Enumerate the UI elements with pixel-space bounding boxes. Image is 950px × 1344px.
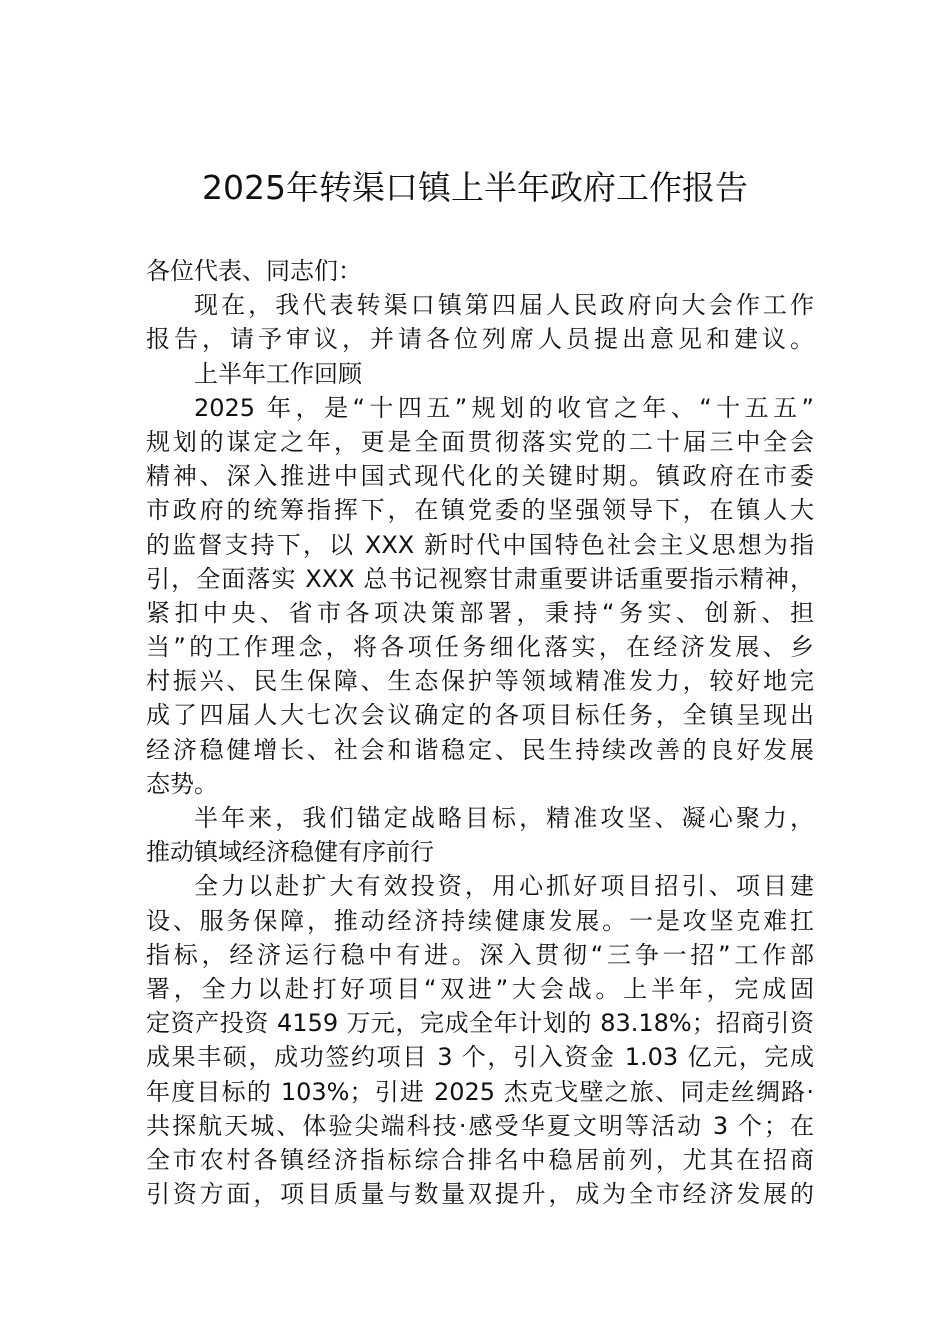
paragraph-line: 半年来，我们锚定战略目标，精准攻坚、凝心聚力， xyxy=(194,804,814,832)
paragraph-line: 全市农村各镇经济指标综合排名中稳居前列，尤其在招商 xyxy=(146,1145,814,1174)
salutation-line: 各位代表、同志们： xyxy=(146,257,362,285)
paragraph-line: 规划的谋定之年，更是全面贯彻落实党的二十届三中全会 xyxy=(146,427,814,456)
paragraph-line: 当”的工作理念，将各项任务细化落实，在经济发展、乡 xyxy=(146,633,814,662)
paragraph-line: 经济稳健增长、社会和谐稳定、民生持续改善的良好发展 xyxy=(146,735,814,764)
paragraph-line: 成果丰硕，成功签约项目 3 个，引入资金 1.03 亿元，完成 xyxy=(146,1043,814,1072)
document-title: 2025年转渠口镇上半年政府工作报告 xyxy=(202,168,748,207)
paragraph-line: 共探航天城、体验尖端科技·感受华夏文明等活动 3 个；在 xyxy=(146,1111,814,1140)
paragraph-line: 设、服务保障，推动经济持续健康发展。一是攻坚克难扛 xyxy=(146,906,814,935)
paragraph-line: 成了四届人大七次会议确定的各项目标任务，全镇呈现出 xyxy=(146,701,814,730)
paragraph-line: 紧扣中央、省市各项决策部署，秉持“务实、创新、担 xyxy=(146,598,814,627)
document-body xyxy=(146,254,814,1211)
paragraph-line: 指标，经济运行稳中有进。深入贯彻“三争一招”工作部 xyxy=(146,940,814,969)
paragraph-line: 精神、深入推进中国式现代化的关键时期。镇政府在市委 xyxy=(146,462,814,491)
paragraph-line: 推动镇域经济稳健有序前行 xyxy=(146,838,434,867)
paragraph-line: 态势。 xyxy=(146,769,218,798)
paragraph-line: 引资方面，项目质量与数量双提升，成为全市经济发展的 xyxy=(146,1180,814,1209)
paragraph-line: 署，全力以赴打好项目“双进”大会战。上半年，完成固 xyxy=(146,974,814,1003)
paragraph-line: 年度目标的 103%；引进 2025 杰克戈壁之旅、同走丝绸路· xyxy=(146,1077,814,1106)
paragraph-line: 村振兴、民生保障、生态保护等领域精准发力，较好地完 xyxy=(146,667,814,696)
paragraph-line: 2025 年，是“十四五”规划的收官之年、“十五五” xyxy=(194,393,814,422)
paragraph-line: 现在，我代表转渠口镇第四届人民政府向大会作工作 xyxy=(194,291,814,320)
paragraph-line: 的监督支持下，以 XXX 新时代中国特色社会主义思想为指 xyxy=(146,530,814,559)
paragraph-line: 报告，请予审议，并请各位列席人员提出意见和建议。 xyxy=(146,325,814,354)
paragraph-line: 定资产投资 4159 万元，完成全年计划的 83.18%；招商引资 xyxy=(146,1009,814,1038)
paragraph-line: 市政府的统筹指挥下，在镇党委的坚强领导下，在镇人大 xyxy=(146,496,814,525)
section-heading: 上半年工作回顾 xyxy=(194,359,362,388)
paragraph-line: 引，全面落实 XXX 总书记视察甘肃重要讲话重要指示精神， xyxy=(146,564,814,593)
paragraph-line: 全力以赴扩大有效投资，用心抓好项目招引、项目建 xyxy=(194,872,814,901)
